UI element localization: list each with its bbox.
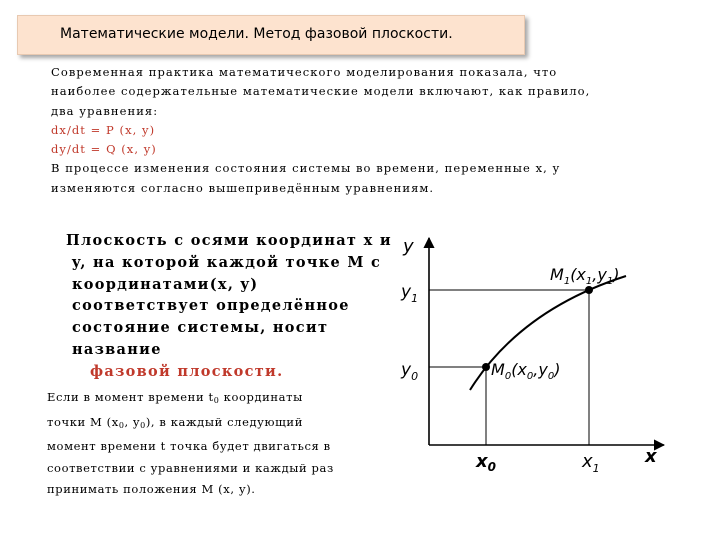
phase-plane-term: фазовой плоскости.: [90, 362, 284, 380]
motion-line: Если в момент времени $t_0$ координаты: [47, 390, 303, 405]
m1-label: $M_1(x_1,y_1)$: [550, 265, 620, 287]
motion-line: соответствии с уравнениями и каждый раз: [47, 460, 334, 475]
x0-label: $x_0$: [476, 451, 496, 474]
intro-line: два уравнения:: [51, 103, 159, 118]
motion-line: принимать положения М (х, у).: [47, 482, 256, 496]
equation-dx: dx/dt = P (x, y): [51, 122, 156, 137]
definition-line: Плоскость с осями координат x и: [66, 232, 392, 249]
intro-line: В процессе изменения состояния системы во времени, переменные х, у: [51, 161, 561, 176]
definition-line: состояние системы, носит: [72, 319, 329, 337]
y0-label: $y_0$: [401, 360, 419, 383]
intro-line: Современная практика математического моделирования показала, что: [51, 65, 558, 79]
intro-line: наиболее содержательные математические модели включают, как правило,: [51, 84, 591, 99]
definition-line: название: [72, 340, 162, 358]
y-axis-label: y: [403, 236, 414, 257]
slide-title: Математические модели. Метод фазовой плоскости.: [60, 26, 453, 42]
definition-line: y, на которой каждой точке M с: [72, 253, 382, 271]
y1-label: $y_1$: [401, 282, 419, 305]
m1-point: [585, 286, 593, 294]
motion-line: момент времени t точка будет двигаться в: [47, 439, 331, 453]
x1-label: $x_1$: [582, 451, 600, 475]
m0-label: $M_0(x_0,y_0)$: [491, 360, 561, 382]
equation-dy: dy/dt = Q (x, y): [51, 142, 157, 157]
x-axis-label: x: [645, 446, 657, 467]
m0-point: [482, 363, 490, 371]
motion-line: точки М ($x_0$, $y_0$), в каждый следующий: [47, 414, 303, 430]
definition-line: координатами(x, y): [72, 275, 259, 293]
definition-line: соответствует определённое: [72, 297, 350, 315]
intro-line: изменяются согласно вышеприведённым уравнениям.: [51, 180, 435, 195]
